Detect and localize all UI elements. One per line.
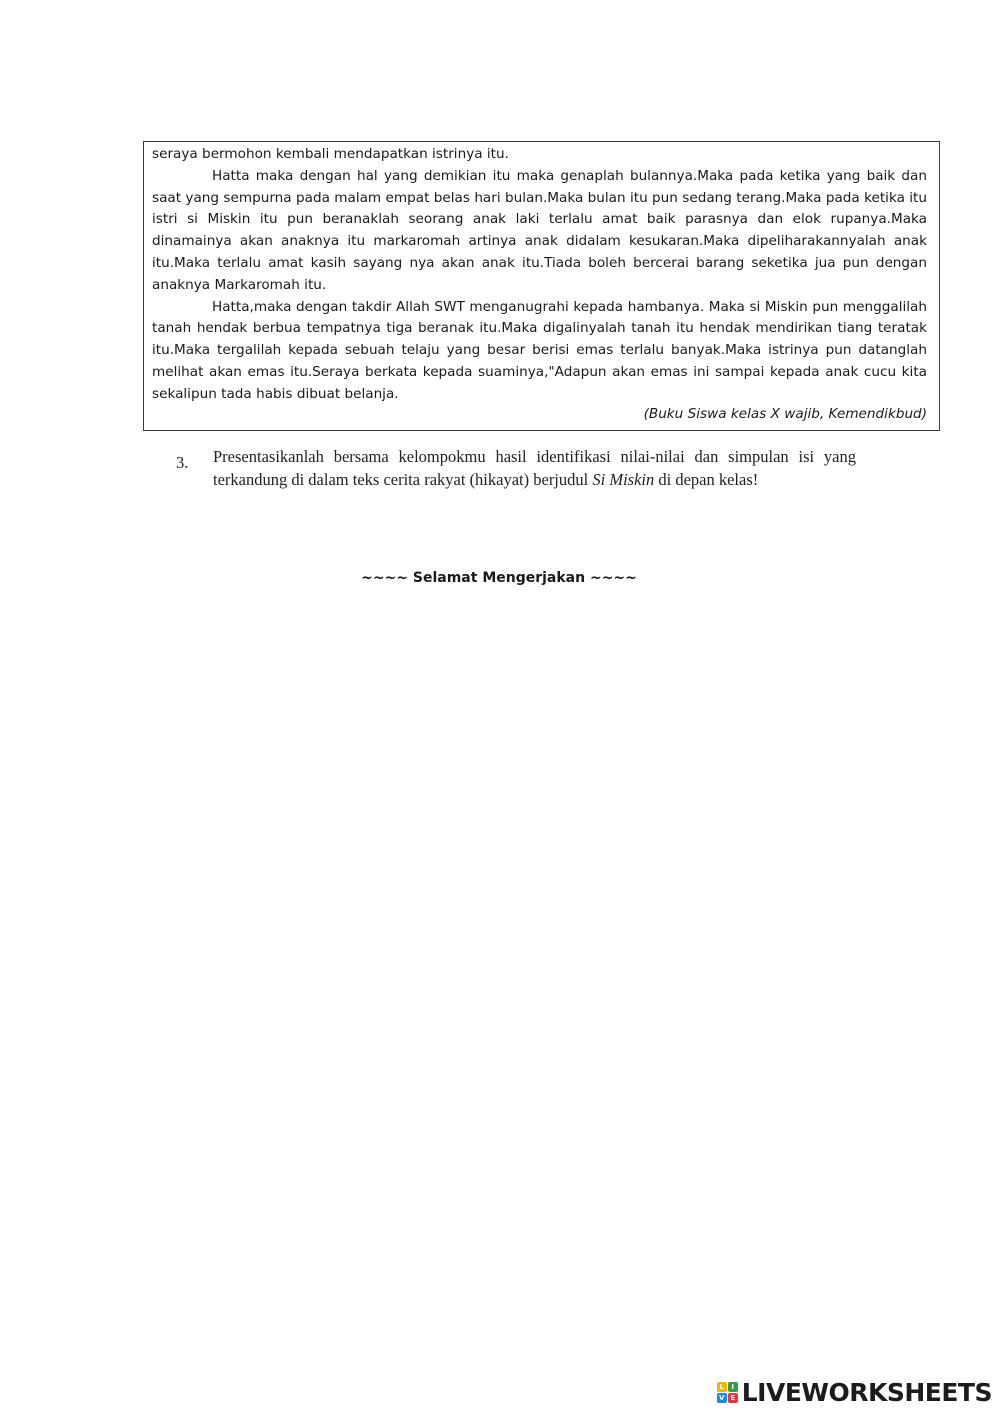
story-paragraph-2: Hatta maka dengan hal yang demikian itu maka genaplah bulannya.Maka pada ketika yang baik dan saat yang sempurna pada malam empat belas hari bulan.Maka bulan itu pun sedang terang.Maka pada ketika itu istri si Miskin itu pun beranaklah seorang anak laki terlalu amat baik parasnya dan elok rupanya.Maka dinamainya akan anaknya itu markaromah artinya anak didalam kesukaran.Maka dipeliharakannyalah anak itu.Maka terlalu amat kasih sayang nya akan anak itu.Tiada boleh bercerai barang seketika jua pun dengan anaknya Markaromah itu.: [152, 167, 927, 293]
logo-tile-v: V: [717, 1393, 727, 1403]
question-text: [213, 445, 856, 491]
question-number: 3.: [176, 453, 189, 472]
story-source-citation: (Buku Siswa kelas X wajib, Kemendikbud): [643, 405, 927, 422]
liveworksheets-logo-icon: [717, 1382, 738, 1403]
liveworksheets-brand: [717, 1378, 992, 1407]
story-paragraph-1: seraya bermohon kembali mendapatkan istrinya itu.: [152, 146, 509, 162]
story-paragraph-3: Hatta,maka dengan takdir Allah SWT menganugrahi kepada hambanya. Maka si Miskin pun menggalilah tanah hendak berbua tempatnya tiga beranak itu.Maka digalinyalah tanah itu hendak mendirikan tiang teratak itu.Maka tergalilah kepada sebuah telaju yang besar berisi emas terlalu banyak.Maka istrinya pun datanglah melihat akan emas itu.Seraya berkata kepada suaminya,"Adapun akan emas ini sampai kepada anak cucu kita sekalipun tada habis dibuat belanja.: [152, 298, 927, 402]
question-3: [176, 445, 856, 491]
closing-message: ~~~~ Selamat Mengerjakan ~~~~: [361, 570, 637, 586]
story-title-italic: Si Miskin: [592, 470, 655, 489]
logo-tile-e: E: [728, 1393, 738, 1403]
question-text-end: di depan kelas!: [654, 470, 759, 489]
question-text-start: Presentasikanlah bersama kelompokmu hasil identifikasi nilai-nilai dan simpulan isi yang terkandung di dalam teks cerita rakyat (hikayat) berjudul: [213, 447, 856, 489]
story-excerpt-box: [143, 141, 940, 431]
logo-tile-i: I: [728, 1382, 738, 1392]
liveworksheets-wordmark: LIVEWORKSHEETS: [741, 1378, 992, 1407]
logo-tile-l: L: [717, 1382, 727, 1392]
